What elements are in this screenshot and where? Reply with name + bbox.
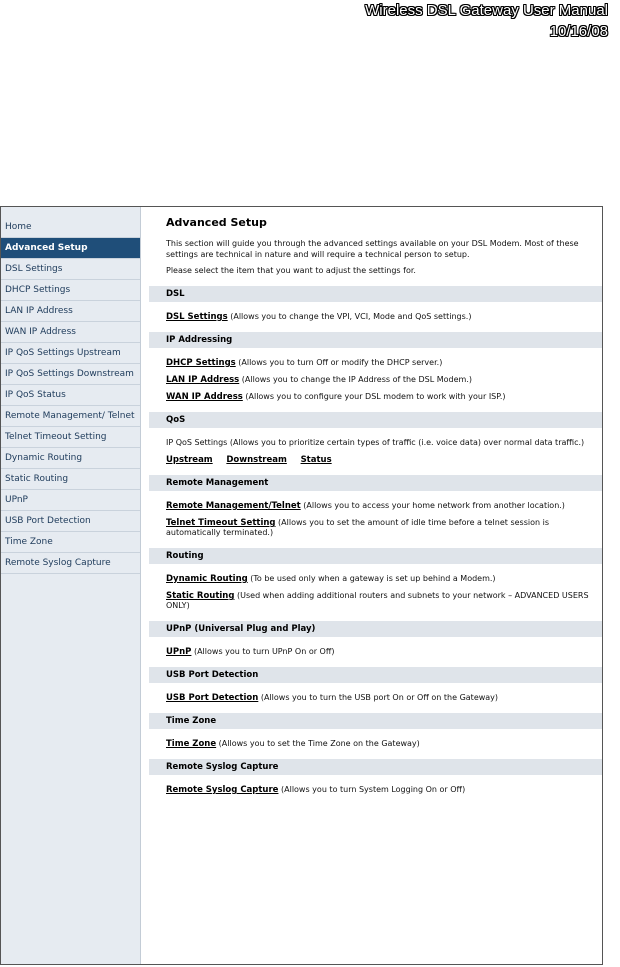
- wan-ip-address-link[interactable]: WAN IP Address: [166, 392, 243, 402]
- manual-title: Wireless DSL Gateway User Manual: [365, 2, 608, 19]
- upnp-entry: [166, 647, 596, 657]
- main-content: [149, 207, 602, 964]
- qos-downstream-link[interactable]: Downstream: [226, 455, 287, 465]
- static-routing-link[interactable]: Static Routing: [166, 591, 235, 601]
- static-routing-entry: [166, 591, 596, 611]
- section-heading-upnp: UPnP (Universal Plug and Play): [149, 621, 602, 637]
- qos-status-link[interactable]: Status: [300, 455, 332, 465]
- dynamic-routing-link[interactable]: Dynamic Routing: [166, 574, 248, 584]
- sidebar-item-upnp[interactable]: UPnP: [1, 490, 140, 511]
- telnet-timeout-entry: [166, 518, 596, 538]
- dhcp-settings-desc: (Allows you to turn Off or modify the DHCP server.): [235, 358, 443, 367]
- intro-text: This section will guide you through the advanced settings available on your DSL Modem. Most of these settings are technical in nature and will require a technical person to setup.: [166, 239, 579, 259]
- qos-links: [166, 455, 602, 465]
- static-routing-desc: (Used when adding additional routers and subnets to your network – ADVANCED USERS ONLY): [166, 591, 589, 610]
- remote-syslog-desc: (Allows you to turn System Logging On or Off): [278, 785, 466, 794]
- manual-date: 10/16/08: [549, 23, 608, 40]
- section-heading-ip-addressing: IP Addressing: [149, 332, 602, 348]
- sidebar-item-lan-ip-address[interactable]: LAN IP Address: [1, 301, 140, 322]
- sidebar-item-home[interactable]: Home: [1, 217, 140, 238]
- router-ui-screenshot: [0, 206, 603, 965]
- select-prompt: Please select the item that you want to adjust the settings for.: [166, 266, 416, 275]
- upnp-desc: (Allows you to turn UPnP On or Off): [191, 647, 335, 656]
- sidebar-item-dynamic-routing[interactable]: Dynamic Routing: [1, 448, 140, 469]
- wan-ip-address-desc: (Allows you to configure your DSL modem to work with your ISP.): [242, 392, 506, 401]
- remote-management-desc: (Allows you to access your home network from another location.): [300, 501, 565, 510]
- lan-ip-address-desc: (Allows you to change the IP Address of the DSL Modem.): [239, 375, 472, 384]
- page-title: Advanced Setup: [166, 216, 267, 229]
- sidebar-item-qos-downstream[interactable]: IP QoS Settings Downstream: [1, 364, 140, 385]
- wan-ip-entry: [166, 392, 596, 402]
- sidebar-item-wan-ip-address[interactable]: WAN IP Address: [1, 322, 140, 343]
- dsl-settings-desc: (Allows you to change the VPI, VCI, Mode and QoS settings.): [227, 312, 472, 321]
- sidebar-item-qos-status[interactable]: IP QoS Status: [1, 385, 140, 406]
- sidebar-item-remote-management[interactable]: Remote Management/ Telnet: [1, 406, 140, 427]
- time-zone-link[interactable]: Time Zone: [166, 739, 217, 749]
- sidebar-item-advanced-setup[interactable]: Advanced Setup: [1, 238, 140, 259]
- document-header: [365, 0, 608, 42]
- remote-management-link[interactable]: Remote Management/Telnet: [166, 501, 301, 511]
- sidebar-item-time-zone[interactable]: Time Zone: [1, 532, 140, 553]
- lan-ip-entry: [166, 375, 596, 385]
- time-zone-desc: (Allows you to set the Time Zone on the Gateway): [216, 739, 420, 748]
- lan-ip-address-link[interactable]: LAN IP Address: [166, 375, 240, 385]
- dynamic-routing-desc: (To be used only when a gateway is set up behind a Modem.): [247, 574, 496, 583]
- sidebar-item-usb-port-detection[interactable]: USB Port Detection: [1, 511, 140, 532]
- sidebar-item-remote-syslog[interactable]: Remote Syslog Capture: [1, 553, 140, 574]
- qos-desc: IP QoS Settings (Allows you to prioritize certain types of traffic (i.e. voice data) over normal data traffic.): [166, 438, 585, 447]
- sidebar-item-qos-upstream[interactable]: IP QoS Settings Upstream: [1, 343, 140, 364]
- sidebar-item-dhcp-settings[interactable]: DHCP Settings: [1, 280, 140, 301]
- usb-port-detection-link[interactable]: USB Port Detection: [166, 693, 259, 703]
- telnet-timeout-link[interactable]: Telnet Timeout Setting: [166, 518, 276, 528]
- usb-port-entry: [166, 693, 596, 703]
- section-heading-routing: Routing: [149, 548, 602, 564]
- dhcp-settings-entry: [166, 358, 596, 368]
- section-heading-remote-syslog: Remote Syslog Capture: [149, 759, 602, 775]
- dsl-settings-entry: [166, 312, 596, 322]
- time-zone-entry: [166, 739, 596, 749]
- section-heading-qos: QoS: [149, 412, 602, 428]
- section-heading-usb-port-detection: USB Port Detection: [149, 667, 602, 683]
- remote-management-entry: [166, 501, 596, 511]
- dsl-settings-link[interactable]: DSL Settings: [166, 312, 228, 322]
- dynamic-routing-entry: [166, 574, 596, 584]
- telnet-timeout-desc: (Allows you to set the amount of idle time before a telnet session is automatically terminated.): [166, 518, 549, 537]
- dhcp-settings-link[interactable]: DHCP Settings: [166, 358, 236, 368]
- sidebar-item-telnet-timeout[interactable]: Telnet Timeout Setting: [1, 427, 140, 448]
- sidebar-item-dsl-settings[interactable]: DSL Settings: [1, 259, 140, 280]
- sidebar-list: [1, 207, 140, 574]
- upnp-link[interactable]: UPnP: [166, 647, 192, 657]
- remote-syslog-entry: [166, 785, 596, 795]
- usb-port-detection-desc: (Allows you to turn the USB port On or Off on the Gateway): [258, 693, 499, 702]
- section-heading-remote-management: Remote Management: [149, 475, 602, 491]
- section-heading-dsl: DSL: [149, 286, 602, 302]
- section-heading-time-zone: Time Zone: [149, 713, 602, 729]
- sidebar-nav: [1, 207, 141, 964]
- sidebar-item-static-routing[interactable]: Static Routing: [1, 469, 140, 490]
- qos-upstream-link[interactable]: Upstream: [166, 455, 213, 465]
- remote-syslog-link[interactable]: Remote Syslog Capture: [166, 785, 279, 795]
